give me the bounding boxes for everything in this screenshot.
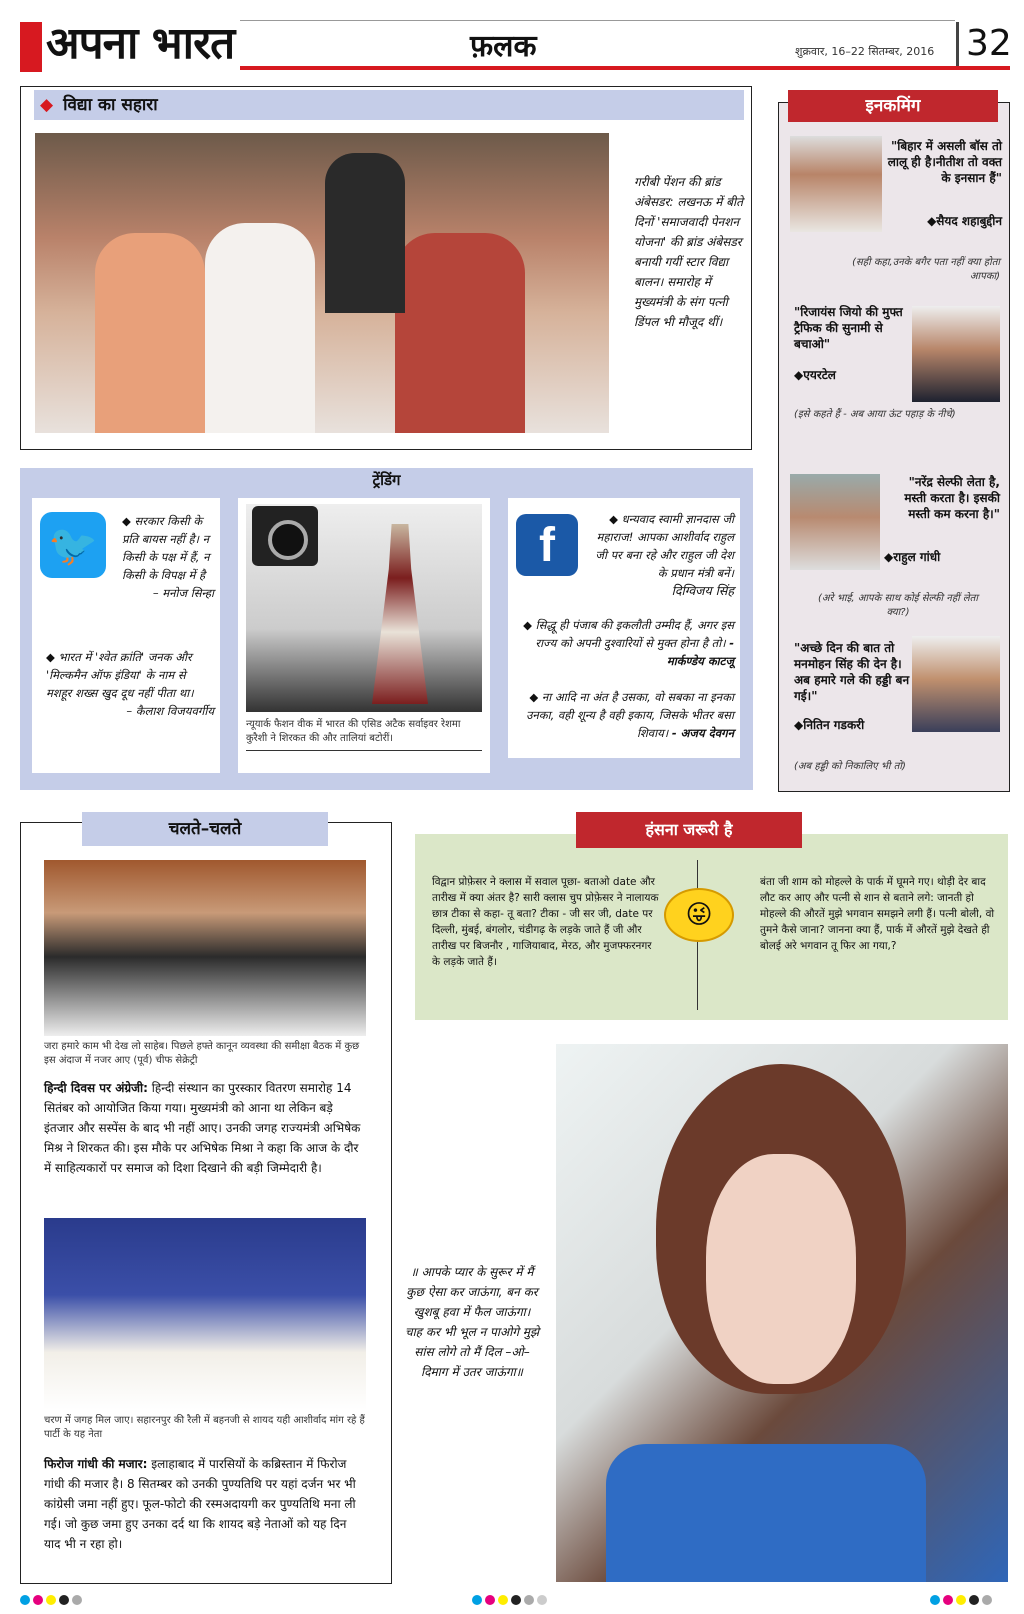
twitter-quote-author: – मनोज सिन्हा <box>152 586 214 600</box>
chalte-story2 <box>44 1454 366 1554</box>
incoming-quote-4: "अच्छे दिन की बात तो मनमोहन सिंह की देन है। अब हमारे गले की हड्डी बन गई।" <box>794 641 910 703</box>
photo-figure <box>325 153 405 313</box>
chalte-story1 <box>44 1078 366 1178</box>
twitter-quote-2 <box>46 648 214 720</box>
facebook-quote-text: ◆ धन्यवाद स्वामी ज्ञानदास जी महाराज! आपका आशीर्वाद राहुल जी पर बना रहे और राहुल जी देश के प्रधान मंत्री बनें। <box>595 512 734 580</box>
vidya-header <box>34 90 744 120</box>
photo-figure <box>95 233 205 433</box>
facebook-quote-3 <box>516 688 734 742</box>
twitter-bird-icon: 🐦 <box>40 512 106 578</box>
twitter-quote-text: ◆ भारत में 'श्वेत क्रांति' जनक और 'मिल्कमैन ऑफ इंडिया' के नाम से मशहूर शख्स खुद दूध नहीं पीता था। <box>46 650 194 700</box>
chalte-photo1-caption: जरा हमारे काम भी देख लो साहेब। पिछले हफ्ते कानून व्यवस्था की समीक्षा बैठक में कुछ इस अंदाज में नजर आए (पूर्व) चीफ सेक्रेट्री <box>44 1041 360 1066</box>
footer-dots-left <box>20 1590 85 1609</box>
hasna-joke-left: विद्वान प्रोफ़ेसर ने क्लास में सवाल पूछा- बताओ date और तारीख में क्या अंतर है? सारी क्लास चुप प्रोफ़ेसर ने नालायक छात्र टीका से कहा- तू बता? टीका - जी सर जी, date पर दिल्ली, मुंबई, बंगलोर, चंडीगढ़ के लड़के जाते हैं जी और तारीख पर बिजनौर , गाजियाबाद, मेरठ, और मुजफ्फरनगर के लड़के जाते हैं। <box>432 876 659 968</box>
incoming-name-3: ◆राहुल गांधी <box>884 550 941 564</box>
facebook-quote-text: ◆ सिद्धू ही पंजाब की इकलौती उम्मीद हैं, अगर इस राज्य को अपनी दुश्वारियों से मुक्त होना है तो। <box>523 618 734 650</box>
facebook-quote-2 <box>516 616 734 670</box>
incoming-name-1: ◆सैयद शहाबुद्दीन <box>927 214 1002 228</box>
portrait-face <box>706 1154 856 1384</box>
hasna-heading: हंसना जरूरी है <box>576 812 802 848</box>
fashion-card <box>238 498 490 773</box>
chalte-meeting-photo <box>44 860 366 1036</box>
model-silhouette <box>372 524 428 704</box>
issue-date: शुक्रवार, 16–22 सितम्बर, 2016 <box>795 45 935 58</box>
incoming-comment-4: (अब हड्डी को निकालिए भी तो) <box>794 761 906 772</box>
photo-figure <box>205 223 315 433</box>
incoming-comment-3: (अरे भाई, आपके साथ कोई सेल्फी नहीं लेता क्या?) <box>818 593 978 618</box>
chalte-heading: चलते–चलते <box>82 812 328 846</box>
chalte-story2-text: इलाहाबाद में पारसियों के कब्रिस्तान में फिरोज गांधी की मजार है। 8 सितम्बर को उनकी पुण्यतिथि पर यहां दर्जन भर भी कांग्रेसी जमा नहीं हुए। फूल-फोटो की रस्मअदायगी कर पुण्यतिथि मना ली गई। जो कुछ जमा हुए उनका दर्द था कि शायद बड़े नेताओं को यह दिन याद भी न रहा हो। <box>44 1457 356 1551</box>
vidya-heading: विद्या का सहारा <box>63 95 158 115</box>
twitter-quote-author: – कैलाश विजयवर्गीय <box>126 704 214 718</box>
chalte-story1-text: हिन्दी संस्थान का पुरस्कार वितरण समारोह 14 सितंबर को आयोजित किया गया। मुख्यमंत्री को आना था लेकिन बड़े इंतजार और सस्पेंस के बाद भी नहीं आए। उनकी जगह राज्यमंत्री अभिषेक मिश्र ने शिरकत की। इस मौके पर अभिषेक मिश्रा ने कहा कि आज के दौर में साहित्यकारों पर समाज को दिशा दिखाने की बड़ी जिम्मेदारी है। <box>44 1081 361 1175</box>
facebook-quote-author: - अजय देवगन <box>671 726 734 740</box>
section-title: फ़लक <box>470 29 537 64</box>
page-number: 32 <box>966 23 1012 64</box>
masthead-top-rule <box>240 20 955 21</box>
gadkari-photo <box>912 636 1000 732</box>
poem-text: ॥ आपके प्यार के सुरूर में मैं कुछ ऐसा कर जाऊंगा, बन कर खुशबू हवा में फैल जाऊंगा। चाह कर भी भूल न पाओगे मुझे सांस लोगे तो मैं दिल –ओ– दिमाग में उतर जाऊंगा॥ <box>404 1265 540 1379</box>
facebook-quote-author: - मार्कण्डेय काटजू <box>666 636 734 668</box>
chalte-story2-title: फिरोज गांधी की मजार: <box>44 1457 148 1471</box>
facebook-quote-text: ◆ ना आदि ना अंत है उसका, वो सबका ना इनका उनका, वही शून्य है वही इकाय, जिसके भीतर बसा शिवाय। <box>526 690 734 740</box>
vidya-caption: गरीबी पेंशन की ब्रांड अंबेसडर: लखनऊ में बीते दिनों 'समाजवादी पेनशन योजना' की ब्रांड अंबेसडर बनायी गयीं स्टार विद्या बालन। समारोह में मुख्यमंत्री के संग पत्नी डिंपल भी मौजूद थीं। <box>634 175 743 329</box>
twitter-quote-text: ◆ सरकार किसी के प्रति बायस नहीं है। न किसी के पक्ष में हैं, न किसी के विपक्ष में है <box>122 514 210 582</box>
camera-icon <box>252 506 318 566</box>
incoming-name-2: ◆एयरटेल <box>794 368 836 382</box>
footer-dots-center <box>472 1590 550 1609</box>
incoming-quote-2: "रिजायंस जियो की मुफ्त ट्रैफिक की सुनामी से बचाओ" <box>794 305 903 351</box>
facebook-icon: f <box>516 514 578 576</box>
fashion-photo <box>246 504 482 712</box>
incoming-comment-2: (इसे कहते हैं - अब आया ऊंट पहाड़ के नीचे) <box>794 409 956 420</box>
incoming-name-4: ◆नितिन गडकरी <box>794 718 865 732</box>
masthead-title: अपना भारत <box>46 18 235 69</box>
twitter-quote-1 <box>46 512 214 602</box>
trending-heading: ट्रेंडिंग <box>372 471 401 489</box>
shahabuddin-photo <box>790 136 882 232</box>
page-number-divider <box>956 22 959 66</box>
incoming-comment-1: (सही कहा,उनके बगैर पता नहीं क्या होता आपका) <box>852 257 1000 282</box>
facebook-card <box>508 498 740 758</box>
rahul-gandhi-photo <box>790 474 880 570</box>
incoming-quote-3: "नरेंद्र सेल्फी लेता है, मस्ती करता है। इसकी मस्ती कम करना है।" <box>904 475 1000 521</box>
incoming-heading: इनकमिंग <box>788 90 998 122</box>
photo-figure <box>395 233 525 433</box>
airtel-ceo-photo <box>912 306 1000 402</box>
footer-dots-right <box>930 1590 995 1609</box>
portrait-photo <box>556 1044 1008 1582</box>
chalte-story1-title: हिन्दी दिवस पर अंग्रेजी: <box>44 1081 148 1095</box>
laughing-emoji-icon: 😜 <box>664 888 734 942</box>
chalte-photo2-caption: चरण में जगह मिल जाए। सहारनपुर की रैली में बहनजी से शायद यही आशीर्वाद मांग रहे हैं पार्टी के यह नेता <box>44 1415 365 1440</box>
diamond-icon: ◆ <box>40 95 54 115</box>
facebook-quote-author: दिग्विजय सिंह <box>671 583 734 598</box>
chalte-rally-photo <box>44 1218 366 1410</box>
facebook-quote-1 <box>516 510 734 600</box>
hasna-joke-right: बंता जी शाम को मोहल्ले के पार्क में घूमने गए। थोड़ी देर बाद लौट कर आए और पत्नी से शान से बताने लगे: जानती हो मोहल्ले की औरतें मुझे भगवान समझने लगी हैं। पत्नी बोली, वो तुमने कैसे जाना? जानना क्या हैं, पार्क में औरतें मुझे देखते ही बोलई अरे भगवान तू फिर आ गया,? <box>760 876 995 952</box>
masthead-red-rule <box>240 66 1010 70</box>
portrait-dress <box>606 1444 926 1582</box>
masthead-red-block <box>20 22 42 72</box>
vidya-event-photo <box>35 133 609 433</box>
twitter-card <box>32 498 220 773</box>
incoming-quote-1: "बिहार में असली बॉस तो लालू ही है।नीतीश तो वक्त के इनसान हैं" <box>887 139 1002 185</box>
fashion-caption: न्यूयार्क फैशन वीक में भारत की एसिड अटैक सर्वाइवर रेशमा कुरैशी ने शिरकत की और तालियां बटोरीं। <box>246 718 482 751</box>
